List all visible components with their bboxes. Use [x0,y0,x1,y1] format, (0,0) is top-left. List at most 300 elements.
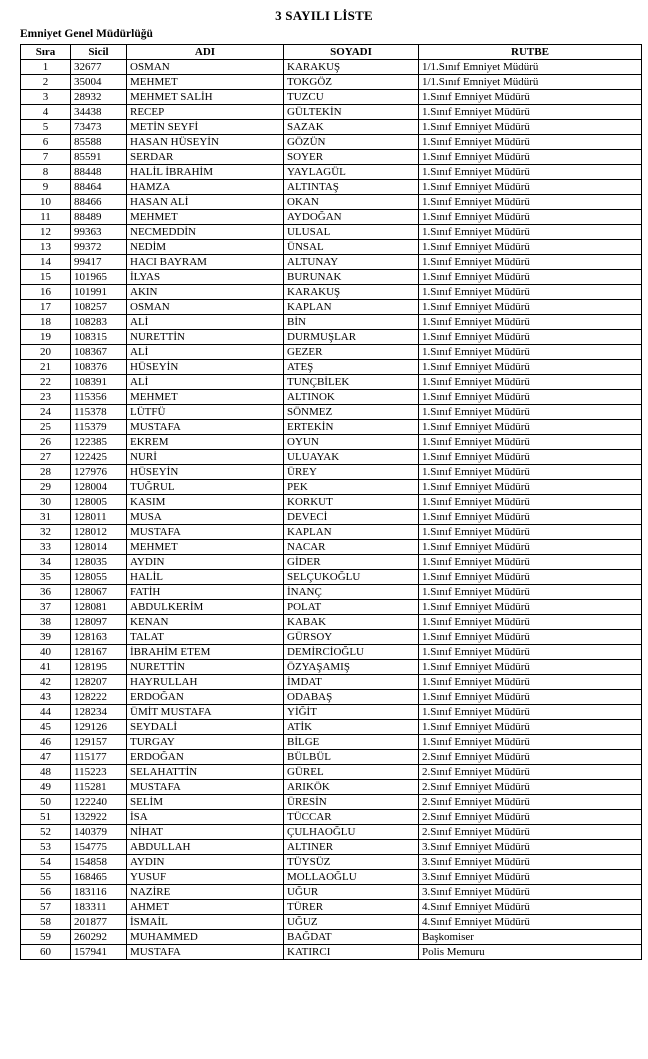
cell-sira: 29 [21,480,71,495]
cell-adi: SELAHATTİN [127,765,284,780]
cell-rutbe: 1.Sınıf Emniyet Müdürü [419,660,642,675]
cell-adi: HACI BAYRAM [127,255,284,270]
table-row [21,255,642,270]
cell-rutbe: 1.Sınıf Emniyet Müdürü [419,510,642,525]
cell-soyadi: TUZCU [284,90,419,105]
cell-rutbe: 1.Sınıf Emniyet Müdürü [419,735,642,750]
cell-sicil: 128097 [71,615,127,630]
cell-soyadi: ÜREY [284,465,419,480]
cell-sicil: 108257 [71,300,127,315]
cell-sicil: 183116 [71,885,127,900]
cell-adi: ALİ [127,375,284,390]
cell-rutbe: 1.Sınıf Emniyet Müdürü [419,240,642,255]
cell-soyadi: ATEŞ [284,360,419,375]
cell-adi: HÜSEYİN [127,360,284,375]
cell-sicil: 99363 [71,225,127,240]
cell-soyadi: SELÇUKOĞLU [284,570,419,585]
cell-sicil: 128014 [71,540,127,555]
cell-rutbe: 1.Sınıf Emniyet Müdürü [419,405,642,420]
cell-soyadi: ÖZYAŞAMIŞ [284,660,419,675]
cell-sicil: 108283 [71,315,127,330]
table-row [21,885,642,900]
cell-sira: 37 [21,600,71,615]
cell-soyadi: ALTINOK [284,390,419,405]
cell-adi: NECMEDDİN [127,225,284,240]
cell-adi: MUSA [127,510,284,525]
cell-rutbe: 3.Sınıf Emniyet Müdürü [419,885,642,900]
cell-rutbe: 1.Sınıf Emniyet Müdürü [419,525,642,540]
cell-rutbe: 1.Sınıf Emniyet Müdürü [419,645,642,660]
cell-sira: 27 [21,450,71,465]
cell-rutbe: 1.Sınıf Emniyet Müdürü [419,330,642,345]
cell-rutbe: 4.Sınıf Emniyet Müdürü [419,915,642,930]
cell-soyadi: KARAKUŞ [284,285,419,300]
table-row [21,375,642,390]
cell-adi: SERDAR [127,150,284,165]
table-row [21,945,642,960]
cell-rutbe: 2.Sınıf Emniyet Müdürü [419,825,642,840]
cell-sicil: 115177 [71,750,127,765]
cell-soyadi: ALTINER [284,840,419,855]
cell-adi: TALAT [127,630,284,645]
cell-sicil: 128055 [71,570,127,585]
cell-rutbe: 1.Sınıf Emniyet Müdürü [419,630,642,645]
cell-sicil: 129126 [71,720,127,735]
cell-sira: 35 [21,570,71,585]
cell-sicil: 34438 [71,105,127,120]
cell-sicil: 122385 [71,435,127,450]
cell-soyadi: DEVECİ [284,510,419,525]
cell-sicil: 128163 [71,630,127,645]
cell-sicil: 122240 [71,795,127,810]
cell-sicil: 154858 [71,855,127,870]
header-rutbe: RUTBE [419,45,642,60]
cell-sicil: 132922 [71,810,127,825]
cell-soyadi: İMDAT [284,675,419,690]
cell-sicil: 108367 [71,345,127,360]
cell-soyadi: DEMİRCİOĞLU [284,645,419,660]
cell-soyadi: ÜRESİN [284,795,419,810]
table-row [21,120,642,135]
cell-soyadi: DURMUŞLAR [284,330,419,345]
cell-rutbe: 1.Sınıf Emniyet Müdürü [419,375,642,390]
cell-sicil: 128195 [71,660,127,675]
table-row [21,645,642,660]
cell-sicil: 88489 [71,210,127,225]
cell-sicil: 128004 [71,480,127,495]
cell-sicil: 73473 [71,120,127,135]
cell-rutbe: 3.Sınıf Emniyet Müdürü [419,840,642,855]
cell-adi: YUSUF [127,870,284,885]
cell-rutbe: 1.Sınıf Emniyet Müdürü [419,450,642,465]
cell-adi: İLYAS [127,270,284,285]
cell-rutbe: 1.Sınıf Emniyet Müdürü [419,540,642,555]
cell-soyadi: SÖNMEZ [284,405,419,420]
cell-adi: SELİM [127,795,284,810]
cell-rutbe: 1.Sınıf Emniyet Müdürü [419,675,642,690]
cell-sicil: 128005 [71,495,127,510]
cell-soyadi: TÜRER [284,900,419,915]
cell-adi: ALİ [127,315,284,330]
cell-rutbe: 1.Sınıf Emniyet Müdürü [419,705,642,720]
table-row [21,345,642,360]
cell-sira: 7 [21,150,71,165]
cell-sicil: 101965 [71,270,127,285]
cell-soyadi: SOYER [284,150,419,165]
cell-adi: MEHMET [127,75,284,90]
cell-soyadi: KAPLAN [284,525,419,540]
cell-soyadi: KARAKUŞ [284,60,419,75]
cell-sicil: 99372 [71,240,127,255]
table-row [21,630,642,645]
cell-rutbe: 1.Sınıf Emniyet Müdürü [419,690,642,705]
cell-adi: MEHMET [127,390,284,405]
cell-sira: 55 [21,870,71,885]
cell-adi: TURGAY [127,735,284,750]
cell-adi: ABDULKERİM [127,600,284,615]
table-row [21,90,642,105]
cell-rutbe: 2.Sınıf Emniyet Müdürü [419,765,642,780]
cell-adi: MUSTAFA [127,420,284,435]
cell-sicil: 128035 [71,555,127,570]
table-row [21,825,642,840]
cell-sira: 41 [21,660,71,675]
cell-sira: 4 [21,105,71,120]
cell-sira: 57 [21,900,71,915]
cell-sicil: 108391 [71,375,127,390]
cell-soyadi: PEK [284,480,419,495]
cell-sira: 28 [21,465,71,480]
cell-soyadi: GÖZÜN [284,135,419,150]
table-row [21,915,642,930]
cell-soyadi: ALTUNAY [284,255,419,270]
cell-rutbe: 2.Sınıf Emniyet Müdürü [419,810,642,825]
cell-adi: NURETTİN [127,660,284,675]
cell-sicil: 32677 [71,60,127,75]
table-row [21,465,642,480]
cell-rutbe: 1.Sınıf Emniyet Müdürü [419,270,642,285]
cell-adi: HALİL İBRAHİM [127,165,284,180]
cell-soyadi: ERTEKİN [284,420,419,435]
cell-rutbe: 3.Sınıf Emniyet Müdürü [419,870,642,885]
cell-sira: 51 [21,810,71,825]
cell-sira: 9 [21,180,71,195]
cell-sicil: 128222 [71,690,127,705]
table-row [21,195,642,210]
cell-adi: HASAN ALİ [127,195,284,210]
cell-sira: 21 [21,360,71,375]
cell-sicil: 157941 [71,945,127,960]
table-row [21,675,642,690]
cell-sira: 19 [21,330,71,345]
cell-rutbe: 1.Sınıf Emniyet Müdürü [419,90,642,105]
table-row [21,720,642,735]
cell-soyadi: KORKUT [284,495,419,510]
cell-adi: MEHMET [127,540,284,555]
cell-adi: MEHMET SALİH [127,90,284,105]
cell-rutbe: 1.Sınıf Emniyet Müdürü [419,720,642,735]
cell-adi: LÜTFÜ [127,405,284,420]
cell-rutbe: 1.Sınıf Emniyet Müdürü [419,165,642,180]
cell-sira: 25 [21,420,71,435]
table-body [21,60,642,960]
cell-adi: İSA [127,810,284,825]
cell-rutbe: 1.Sınıf Emniyet Müdürü [419,120,642,135]
cell-sira: 30 [21,495,71,510]
cell-adi: FATİH [127,585,284,600]
cell-soyadi: GÜRSOY [284,630,419,645]
table-row [21,840,642,855]
cell-sicil: 85591 [71,150,127,165]
cell-rutbe: 1.Sınıf Emniyet Müdürü [419,285,642,300]
cell-rutbe: 1.Sınıf Emniyet Müdürü [419,255,642,270]
cell-sira: 32 [21,525,71,540]
cell-soyadi: ULUAYAK [284,450,419,465]
cell-sicil: 127976 [71,465,127,480]
table-row [21,690,642,705]
cell-sicil: 260292 [71,930,127,945]
cell-sicil: 115223 [71,765,127,780]
cell-sira: 3 [21,90,71,105]
cell-sira: 59 [21,930,71,945]
table-row [21,330,642,345]
cell-sira: 53 [21,840,71,855]
cell-sira: 12 [21,225,71,240]
cell-rutbe: 1.Sınıf Emniyet Müdürü [419,465,642,480]
cell-sicil: 128207 [71,675,127,690]
cell-sicil: 201877 [71,915,127,930]
cell-soyadi: GEZER [284,345,419,360]
cell-rutbe: 1.Sınıf Emniyet Müdürü [419,615,642,630]
cell-adi: HALİL [127,570,284,585]
cell-rutbe: 1/1.Sınıf Emniyet Müdürü [419,75,642,90]
cell-sira: 26 [21,435,71,450]
table-row [21,660,642,675]
table-header-row [21,45,642,60]
cell-adi: OSMAN [127,60,284,75]
cell-sicil: 115379 [71,420,127,435]
cell-soyadi: GÜLTEKİN [284,105,419,120]
cell-rutbe: 1.Sınıf Emniyet Müdürü [419,420,642,435]
cell-sira: 8 [21,165,71,180]
cell-sicil: 128067 [71,585,127,600]
cell-rutbe: 1.Sınıf Emniyet Müdürü [419,315,642,330]
cell-adi: İSMAİL [127,915,284,930]
cell-adi: METİN SEYFİ [127,120,284,135]
table-row [21,360,642,375]
cell-soyadi: İNANÇ [284,585,419,600]
cell-adi: NEDİM [127,240,284,255]
cell-adi: İBRAHİM ETEM [127,645,284,660]
cell-rutbe: 1.Sınıf Emniyet Müdürü [419,585,642,600]
cell-soyadi: YİĞİT [284,705,419,720]
cell-sira: 56 [21,885,71,900]
cell-adi: TUĞRUL [127,480,284,495]
cell-soyadi: ÇULHAOĞLU [284,825,419,840]
cell-sicil: 140379 [71,825,127,840]
cell-adi: HAYRULLAH [127,675,284,690]
cell-sicil: 108376 [71,360,127,375]
table-row [21,165,642,180]
cell-sira: 6 [21,135,71,150]
cell-rutbe: 2.Sınıf Emniyet Müdürü [419,780,642,795]
cell-sira: 33 [21,540,71,555]
cell-adi: HÜSEYİN [127,465,284,480]
cell-adi: ERDOĞAN [127,690,284,705]
cell-rutbe: 1.Sınıf Emniyet Müdürü [419,390,642,405]
cell-sira: 52 [21,825,71,840]
cell-sicil: 28932 [71,90,127,105]
cell-sicil: 128011 [71,510,127,525]
cell-sira: 47 [21,750,71,765]
cell-sira: 14 [21,255,71,270]
cell-sicil: 183311 [71,900,127,915]
cell-sicil: 168465 [71,870,127,885]
table-row [21,495,642,510]
cell-rutbe: 3.Sınıf Emniyet Müdürü [419,855,642,870]
table-row [21,150,642,165]
cell-sira: 13 [21,240,71,255]
cell-adi: MUSTAFA [127,525,284,540]
table-row [21,600,642,615]
table-row [21,750,642,765]
table-row [21,480,642,495]
page-title: 3 SAYILI LİSTE [275,8,373,23]
cell-rutbe: 1.Sınıf Emniyet Müdürü [419,600,642,615]
table-row [21,930,642,945]
cell-sira: 36 [21,585,71,600]
cell-sira: 22 [21,375,71,390]
cell-sira: 15 [21,270,71,285]
cell-soyadi: ÜNSAL [284,240,419,255]
cell-adi: MUSTAFA [127,780,284,795]
cell-rutbe: Başkomiser [419,930,642,945]
table-row [21,450,642,465]
cell-soyadi: BİN [284,315,419,330]
table-row [21,780,642,795]
cell-rutbe: 2.Sınıf Emniyet Müdürü [419,795,642,810]
cell-adi: OSMAN [127,300,284,315]
cell-soyadi: OKAN [284,195,419,210]
cell-adi: NİHAT [127,825,284,840]
cell-sira: 23 [21,390,71,405]
cell-sira: 34 [21,555,71,570]
cell-adi: KASIM [127,495,284,510]
table-row [21,870,642,885]
cell-sicil: 115356 [71,390,127,405]
cell-soyadi: OYUN [284,435,419,450]
cell-adi: ERDOĞAN [127,750,284,765]
cell-adi: AYDIN [127,555,284,570]
cell-sira: 5 [21,120,71,135]
cell-soyadi: TÜCCAR [284,810,419,825]
cell-sicil: 99417 [71,255,127,270]
cell-sira: 10 [21,195,71,210]
cell-soyadi: KATIRCI [284,945,419,960]
cell-sicil: 115378 [71,405,127,420]
cell-sira: 44 [21,705,71,720]
cell-rutbe: 1.Sınıf Emniyet Müdürü [419,480,642,495]
cell-rutbe: 1.Sınıf Emniyet Müdürü [419,225,642,240]
cell-sicil: 88448 [71,165,127,180]
cell-soyadi: YAYLAGÜL [284,165,419,180]
cell-soyadi: BAĞDAT [284,930,419,945]
cell-adi: AHMET [127,900,284,915]
table-row [21,525,642,540]
cell-soyadi: BÜLBÜL [284,750,419,765]
cell-sicil: 128012 [71,525,127,540]
table-row [21,585,642,600]
cell-soyadi: BİLGE [284,735,419,750]
cell-sira: 2 [21,75,71,90]
cell-rutbe: 1.Sınıf Emniyet Müdürü [419,105,642,120]
table-row [21,105,642,120]
table-row [21,570,642,585]
cell-rutbe: 1.Sınıf Emniyet Müdürü [419,345,642,360]
cell-sira: 54 [21,855,71,870]
cell-soyadi: AYDOĞAN [284,210,419,225]
cell-sicil: 101991 [71,285,127,300]
table-row [21,75,642,90]
cell-soyadi: BURUNAK [284,270,419,285]
table-row [21,315,642,330]
cell-adi: NURETTİN [127,330,284,345]
cell-rutbe: 2.Sınıf Emniyet Müdürü [419,750,642,765]
header-soyadi: SOYADI [284,45,419,60]
cell-soyadi: GİDER [284,555,419,570]
table-row [21,435,642,450]
cell-soyadi: KAPLAN [284,300,419,315]
table-row [21,240,642,255]
cell-rutbe: 4.Sınıf Emniyet Müdürü [419,900,642,915]
table-row [21,225,642,240]
table-row [21,135,642,150]
cell-sira: 58 [21,915,71,930]
table-row [21,420,642,435]
cell-sicil: 108315 [71,330,127,345]
cell-sira: 42 [21,675,71,690]
cell-soyadi: TUNÇBİLEK [284,375,419,390]
cell-rutbe: Polis Memuru [419,945,642,960]
table-row [21,855,642,870]
table-row [21,555,642,570]
cell-soyadi: GÜREL [284,765,419,780]
cell-rutbe: 1/1.Sınıf Emniyet Müdürü [419,60,642,75]
header-sira: Sıra [21,45,71,60]
table-row [21,810,642,825]
cell-sicil: 128081 [71,600,127,615]
table-row [21,540,642,555]
cell-soyadi: ALTINTAŞ [284,180,419,195]
institution-name: Emniyet Genel Müdürlüğü [20,28,153,40]
cell-adi: RECEP [127,105,284,120]
cell-soyadi: POLAT [284,600,419,615]
cell-sira: 40 [21,645,71,660]
cell-sira: 18 [21,315,71,330]
cell-rutbe: 1.Sınıf Emniyet Müdürü [419,570,642,585]
cell-sira: 46 [21,735,71,750]
cell-adi: EKREM [127,435,284,450]
table-row [21,735,642,750]
cell-rutbe: 1.Sınıf Emniyet Müdürü [419,435,642,450]
table-row [21,285,642,300]
cell-adi: NURİ [127,450,284,465]
cell-soyadi: ATİK [284,720,419,735]
table-row [21,270,642,285]
table-row [21,60,642,75]
cell-rutbe: 1.Sınıf Emniyet Müdürü [419,495,642,510]
cell-sira: 38 [21,615,71,630]
